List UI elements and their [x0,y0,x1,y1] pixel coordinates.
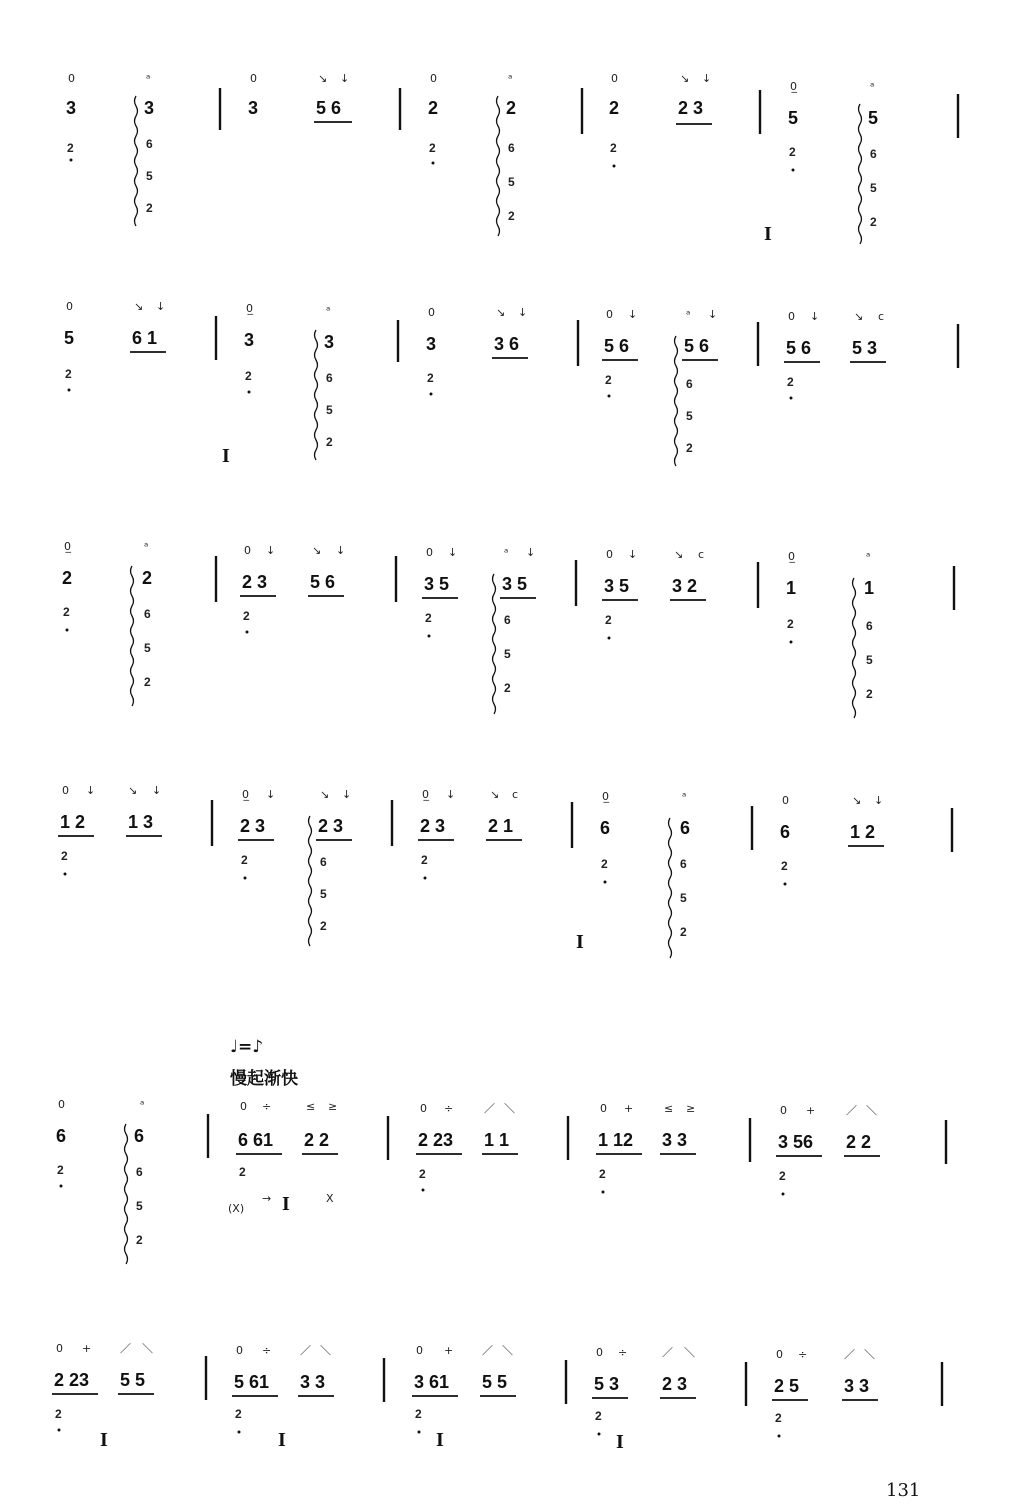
roll-note: 5 [680,891,687,905]
plus-mark: + [444,1344,454,1357]
bass-note: 2 [610,141,617,155]
open-string-mark: 0̲ [64,540,71,553]
slash-mark: ＼ [866,1104,877,1117]
melody-note: 3 61 [414,1372,450,1392]
roll-line [497,96,500,236]
melody-note: 6 [680,818,691,838]
melody-note: 5 6 [786,338,812,358]
melody-note: 2 [609,98,620,118]
hook-mark: ↘ [852,794,862,807]
open-string-mark: 0 [606,548,613,561]
roll-note: 5 [144,641,151,655]
down-mark: ↓ [708,308,718,321]
divide-mark: ÷ [262,1344,272,1357]
melody-note: 2 2 [846,1132,872,1152]
score-row-4 [58,784,952,958]
arpeggio-mark: ᵃ [866,550,871,563]
melody-note: 3 3 [300,1372,326,1392]
melody-note: 2 3 [240,816,266,836]
page-number: 131 [886,1480,921,1501]
melody-note: 3 [144,98,155,118]
roman-marker: I [282,1193,290,1215]
open-string-mark: 0 [782,794,789,807]
melody-note: 5 3 [594,1374,620,1394]
roll-note: 5 [866,653,873,667]
slash-mark: ／ [120,1342,131,1355]
melody-note: 6 [56,1126,67,1146]
melody-note: 5 [868,108,879,128]
tempo-text: 慢起渐快 [230,1069,298,1089]
melody-note: 2 3 [242,572,268,592]
roll-note: 5 [146,169,153,183]
hook-mark: ↘ [320,788,330,801]
roll-line [131,566,134,706]
roll-note: 2 [686,441,693,455]
bass-note: 2 [429,141,436,155]
open-string-mark: 0 [66,300,73,313]
score-row-1 [66,72,958,245]
melody-note: 1 [786,578,797,598]
roll-note: 5 [870,181,877,195]
roll-note: 5 [686,409,693,423]
open-string-mark: 0 [240,1100,247,1113]
melody-note: 1 [864,578,875,598]
melody-note: 5 5 [120,1370,146,1390]
slash-mark: ＼ [684,1346,695,1359]
bass-note: 2 [245,369,252,383]
slash-mark: ＼ [142,1342,153,1355]
bass-note: 2 [61,849,68,863]
open-string-mark: 0̲ [246,302,253,315]
bass-note: 2 [787,617,794,631]
open-string-mark: 0 [606,308,613,321]
bass-note: 2 [419,1167,426,1181]
open-string-mark: 0 [244,544,251,557]
bass-note: 2 [789,145,796,159]
open-string-mark: 0 [776,1348,783,1361]
melody-note: 2 5 [774,1376,800,1396]
slash-mark: ／ [484,1102,495,1115]
arpeggio-mark: ᵃ [326,304,331,317]
arrow-mark: → [262,1192,272,1205]
open-string-mark: 0 [58,1098,65,1111]
roll-note: 2 [504,681,511,695]
melody-note: 5 6 [604,336,630,356]
roll-note: 2 [136,1233,143,1247]
roll-note: 6 [326,371,333,385]
bass-note: 2 [605,373,612,387]
divide-mark: ÷ [262,1100,272,1113]
open-string-mark: 0 [788,310,795,323]
bass-note: 2 [599,1167,606,1181]
arpeggio-mark: ᵃ [870,80,875,93]
arpeggio-mark: ᵃ [686,308,691,321]
roll-note: 2 [146,201,153,215]
roll-note: 5 [320,887,327,901]
open-string-mark: 0 [611,72,618,85]
bass-note: 2 [235,1407,242,1421]
melody-note: 3 [248,98,259,118]
bass-note: 2 [601,857,608,871]
melody-note: 2 23 [418,1130,454,1150]
slash-mark: ≥ [686,1102,696,1115]
roll-line [309,816,312,946]
open-string-mark: 0̲ [242,788,249,801]
open-string-mark: 0 [68,72,75,85]
bass-note: 2 [63,605,70,619]
down-mark: ↓ [86,784,96,797]
melody-note: 2 23 [54,1370,90,1390]
circle-mark: c [698,548,705,561]
bass-note: 2 [241,853,248,867]
melody-note: 3 2 [672,576,698,596]
down-mark: ↓ [342,788,352,801]
slash-mark: ≥ [328,1100,338,1113]
hook-mark: ↘ [854,310,864,323]
roman-marker: I [764,223,772,245]
open-string-mark: 0̲ [790,80,797,93]
roman-marker: I [616,1431,624,1453]
down-mark: ↓ [526,546,536,559]
score-row-2 [64,300,958,467]
melody-note: 2 3 [318,816,344,836]
roman-marker: I [576,931,584,953]
open-string-mark: 0 [596,1346,603,1359]
hook-mark: ↘ [490,788,500,801]
open-string-mark: 0 [430,72,437,85]
x-mark: X [326,1192,334,1205]
bass-note: 2 [595,1409,602,1423]
roll-note: 5 [508,175,515,189]
roll-note: 6 [320,855,327,869]
melody-note: 5 6 [684,336,710,356]
arpeggio-mark: ᵃ [144,540,149,553]
hook-mark: ↘ [318,72,328,85]
melody-note: 6 1 [132,328,158,348]
hook-mark: ↘ [312,544,322,557]
down-mark: ↓ [702,72,712,85]
roll-note: 6 [686,377,693,391]
score-row-3 [62,540,954,718]
roll-note: 6 [508,141,515,155]
melody-note: 3 5 [424,574,450,594]
arpeggio-mark: ᵃ [508,72,513,85]
melody-note: 6 [600,818,611,838]
roll-note: 5 [326,403,333,417]
down-mark: ↓ [448,546,458,559]
arpeggio-mark: ᵃ [140,1098,145,1111]
plus-mark: + [624,1102,634,1115]
bass-note: 2 [779,1169,786,1183]
score-row-5 [56,1098,946,1264]
melody-note: 2 2 [304,1130,330,1150]
hook-mark: ↘ [134,300,144,313]
melody-note: 1 1 [484,1130,510,1150]
divide-mark: ÷ [444,1102,454,1115]
roll-note: 2 [866,687,873,701]
melody-note: 3 3 [844,1376,870,1396]
melody-note: 1 12 [598,1130,634,1150]
melody-note: 2 3 [662,1374,688,1394]
slash-mark: ＼ [864,1348,875,1361]
hook-mark: ↘ [128,784,138,797]
open-string-mark: 0 [600,1102,607,1115]
melody-note: 2 1 [488,816,514,836]
down-mark: ↓ [628,308,638,321]
melody-note: 3 [324,332,335,352]
slash-mark: ／ [844,1348,855,1361]
tempo-mark: ♩=♪ [230,1037,264,1057]
bass-note: 2 [55,1407,62,1421]
roman-marker: I [222,445,230,467]
melody-note: 3 [66,98,77,118]
open-string-mark: 0 [56,1342,63,1355]
circle-mark: c [878,310,885,323]
melody-note: 5 61 [234,1372,270,1392]
roll-line [853,578,856,718]
open-string-mark: 0 [420,1102,427,1115]
down-mark: ↓ [266,544,276,557]
melody-note: 2 [506,98,517,118]
down-mark: ↓ [266,788,276,801]
roll-note: 2 [326,435,333,449]
melody-note: 2 [142,568,153,588]
slash-mark: ＼ [504,1102,515,1115]
melody-note: 3 [426,334,437,354]
roll-note: 2 [144,675,151,689]
melody-note: 5 [64,328,75,348]
open-string-mark: 0̲ [788,550,795,563]
bass-note: 2 [781,859,788,873]
melody-note: 6 61 [238,1130,274,1150]
bass-note: 2 [415,1407,422,1421]
open-string-mark: 0 [236,1344,243,1357]
melody-note: 3 5 [502,574,528,594]
roman-marker: I [436,1429,444,1451]
melody-note: 1 2 [850,822,876,842]
open-string-mark: 0 [250,72,257,85]
x-mark: (X) [228,1202,245,1215]
down-mark: ↓ [810,310,820,323]
roll-note: 5 [136,1199,143,1213]
melody-note: 3 6 [494,334,520,354]
open-string-mark: 0 [62,784,69,797]
roll-note: 6 [866,619,873,633]
roman-marker: I [278,1429,286,1451]
melody-note: 6 [134,1126,145,1146]
bass-note: 2 [239,1165,246,1179]
bass-note: 2 [67,141,74,155]
open-string-mark: 0̲ [602,790,609,803]
roll-line [669,818,672,958]
roman-marker: I [100,1429,108,1451]
down-mark: ↓ [446,788,456,801]
melody-note: 2 3 [678,98,704,118]
roll-note: 6 [146,137,153,151]
plus-mark: + [806,1104,816,1117]
bass-note: 2 [421,853,428,867]
melody-note: 3 56 [778,1132,814,1152]
roll-note: 5 [504,647,511,661]
melody-note: 5 6 [310,572,336,592]
melody-note: 5 5 [482,1372,508,1392]
roll-line [125,1124,128,1264]
roll-line [493,574,496,714]
slash-mark: ＼ [502,1344,513,1357]
down-mark: ↓ [156,300,166,313]
divide-mark: ÷ [798,1348,808,1361]
melody-note: 2 [428,98,439,118]
down-mark: ↓ [628,548,638,561]
bass-note: 2 [787,375,794,389]
open-string-mark: 0 [780,1104,787,1117]
open-string-mark: 0 [426,546,433,559]
score-row-6 [52,1342,942,1453]
roll-note: 6 [680,857,687,871]
hook-mark: ↘ [496,306,506,319]
roll-note: 6 [504,613,511,627]
melody-note: 2 3 [420,816,446,836]
down-mark: ↓ [152,784,162,797]
down-mark: ↓ [340,72,350,85]
hook-mark: ↘ [680,72,690,85]
bass-note: 2 [775,1411,782,1425]
melody-note: 5 6 [316,98,342,118]
melody-note: 5 [788,108,799,128]
down-mark: ↓ [336,544,346,557]
bass-note: 2 [425,611,432,625]
bass-note: 2 [65,367,72,381]
slash-mark: ≤ [306,1100,316,1113]
tempo-block [229,1037,298,1089]
arpeggio-mark: ᵃ [504,546,509,559]
open-string-mark: 0 [428,306,435,319]
bass-note: 2 [605,613,612,627]
arpeggio-mark: ᵃ [146,72,151,85]
open-string-mark: 0̲ [422,788,429,801]
down-mark: ↓ [518,306,528,319]
roll-line [315,330,318,460]
roll-note: 6 [870,147,877,161]
plus-mark: + [82,1342,92,1355]
melody-note: 1 2 [60,812,86,832]
bass-note: 2 [243,609,250,623]
slash-mark: ／ [846,1104,857,1117]
open-string-mark: 0 [416,1344,423,1357]
bass-note: 2 [57,1163,64,1177]
roll-note: 6 [144,607,151,621]
roll-note: 2 [870,215,877,229]
bass-note: 2 [427,371,434,385]
melody-note: 3 5 [604,576,630,596]
down-mark: ↓ [874,794,884,807]
roll-note: 2 [320,919,327,933]
arpeggio-mark: ᵃ [682,790,687,803]
roll-note: 2 [508,209,515,223]
circle-mark: c [512,788,519,801]
melody-note: 2 [62,568,73,588]
melody-note: 3 3 [662,1130,688,1150]
roll-line [675,336,678,466]
melody-note: 6 [780,822,791,842]
roll-note: 6 [136,1165,143,1179]
roll-line [135,96,138,226]
slash-mark: ／ [482,1344,493,1357]
slash-mark: ＼ [320,1344,331,1357]
roll-line [859,104,862,244]
melody-note: 5 3 [852,338,878,358]
melody-note: 1 3 [128,812,154,832]
slash-mark: ／ [300,1344,311,1357]
roll-note: 2 [680,925,687,939]
hook-mark: ↘ [674,548,684,561]
slash-mark: ≤ [664,1102,674,1115]
divide-mark: ÷ [618,1346,628,1359]
slash-mark: ／ [662,1346,673,1359]
melody-note: 3 [244,330,255,350]
